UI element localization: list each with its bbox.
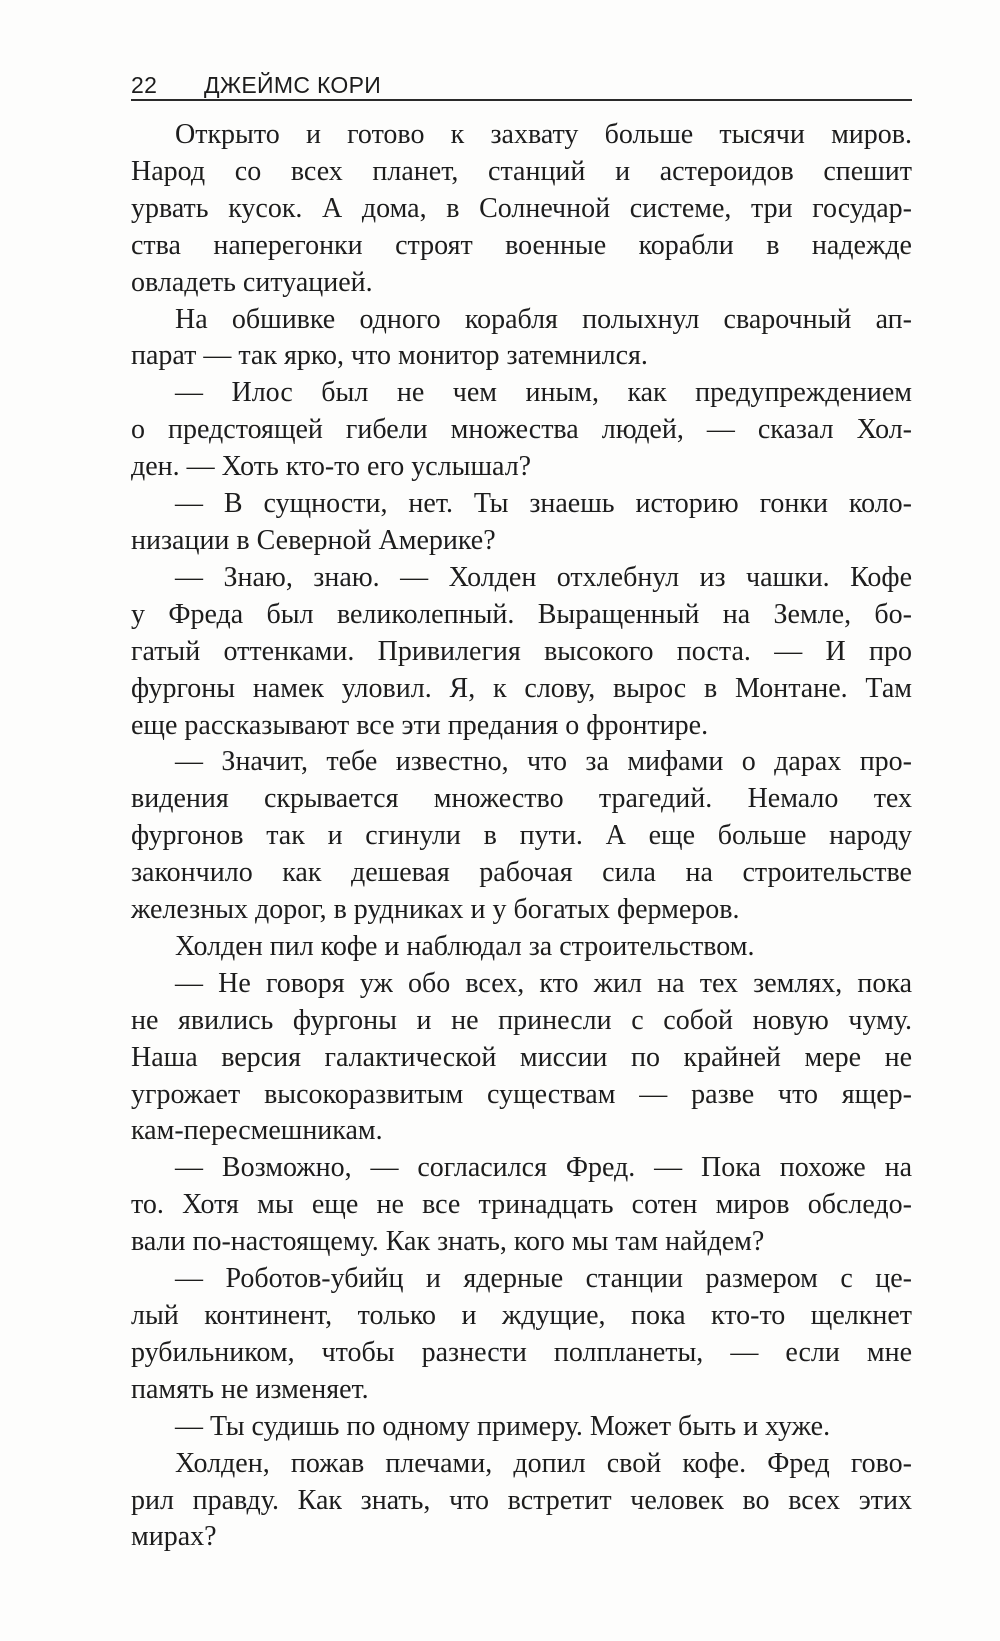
text-line: Холден, пожав плечами, допил свой кофе. Фред гово- bbox=[175, 1447, 912, 1479]
text-line: еще рассказывают все эти предания о фронтире. bbox=[131, 709, 709, 741]
text-line: Наша версия галактической миссии по крайней мере не bbox=[131, 1041, 912, 1073]
text-line: На обшивке одного корабля полыхнул сварочный ап- bbox=[175, 303, 912, 335]
paragraph-7 bbox=[131, 929, 912, 966]
text-line: не явились фургоны и не принесли с собой новую чуму. bbox=[131, 1004, 912, 1036]
text-line: — Илос был не чем иным, как предупреждением bbox=[175, 377, 912, 409]
body-text bbox=[131, 117, 912, 1556]
text-line: железных дорог, в рудниках и у богатых фермеров. bbox=[131, 894, 740, 926]
text-line: — Возможно, — согласился Фред. — Пока похоже на bbox=[175, 1152, 912, 1184]
page-number: 22 bbox=[131, 72, 158, 98]
text-line: мирах? bbox=[131, 1521, 217, 1553]
paragraph-3 bbox=[131, 375, 912, 486]
paragraph-12 bbox=[131, 1446, 912, 1557]
text-line: — Не говоря уж обо всех, кто жил на тех землях, пока bbox=[175, 967, 912, 999]
text-line: рубильником, чтобы разнести полпланеты, — если мне bbox=[131, 1336, 912, 1368]
text-line: у Фреда был великолепный. Выращенный на Земле, бо- bbox=[131, 598, 912, 630]
text-line: вали по-настоящему. Как знать, кого мы там найдем? bbox=[131, 1226, 765, 1258]
text-line: память не изменяет. bbox=[131, 1373, 369, 1405]
text-line: — Роботов-убийц и ядерные станции размером с це- bbox=[175, 1263, 912, 1295]
text-line: о предстоящей гибели множества людей, — сказал Хол- bbox=[131, 414, 912, 446]
text-line: Холден пил кофе и наблюдал за строительством. bbox=[175, 930, 755, 962]
text-line: — В сущности, нет. Ты знаешь историю гонки коло- bbox=[175, 488, 912, 520]
paragraph-2 bbox=[131, 302, 912, 376]
text-line: ден. — Хоть кто-то его услышал? bbox=[131, 451, 532, 483]
paragraph-8 bbox=[131, 966, 912, 1151]
header-rule bbox=[131, 99, 912, 101]
text-line: урвать кусок. А дома, в Солнечной системе, три государ- bbox=[131, 192, 912, 224]
text-line: фургоны намек уловил. Я, к слову, вырос в Монтане. Там bbox=[131, 672, 912, 704]
paragraph-11 bbox=[131, 1409, 912, 1446]
text-line: рил правду. Как знать, что встретит человек во всех этих bbox=[131, 1484, 912, 1516]
text-line: лый континент, только и ждущие, пока кто-то щелкнет bbox=[131, 1300, 912, 1331]
running-title: ДЖЕЙМС КОРИ bbox=[204, 72, 382, 98]
text-line: видения скрывается множество трагедий. Немало тех bbox=[131, 783, 912, 815]
running-head bbox=[131, 66, 911, 98]
text-line: угрожает высокоразвитым существам — разве что ящер- bbox=[131, 1078, 912, 1110]
text-line: ства наперегонки строят военные корабли в надежде bbox=[131, 229, 912, 261]
paragraph-6 bbox=[131, 744, 912, 929]
text-line: кам-пересмешникам. bbox=[131, 1115, 383, 1147]
paragraph-9 bbox=[131, 1150, 912, 1261]
paragraph-10 bbox=[131, 1261, 912, 1409]
paragraph-4 bbox=[131, 486, 912, 560]
text-line: то. Хотя мы еще не все тринадцать сотен миров обследо- bbox=[131, 1189, 912, 1221]
text-line: — Знаю, знаю. — Холден отхлебнул из чашки. Кофе bbox=[175, 561, 912, 593]
text-line: закончило как дешевая рабочая сила на строительстве bbox=[131, 857, 912, 889]
text-line: низации в Северной Америке? bbox=[131, 524, 496, 556]
text-line: — Ты судишь по одному примеру. Может быть и хуже. bbox=[175, 1410, 831, 1442]
text-line: Народ со всех планет, станций и астероидов спешит bbox=[131, 155, 912, 187]
paragraph-1 bbox=[131, 117, 912, 302]
text-line: парат — так ярко, что монитор затемнился. bbox=[131, 340, 648, 372]
text-line: Открыто и готово к захвату больше тысячи миров. bbox=[175, 119, 912, 150]
paragraph-5 bbox=[131, 560, 912, 745]
text-line: овладеть ситуацией. bbox=[131, 266, 373, 298]
text-line: фургонов так и сгинули в пути. А еще больше народу bbox=[131, 820, 912, 852]
text-line: гатый оттенками. Привилегия высокого поста. — И про bbox=[131, 635, 912, 667]
text-line: — Значит, тебе известно, что за мифами о дарах про- bbox=[175, 746, 912, 778]
